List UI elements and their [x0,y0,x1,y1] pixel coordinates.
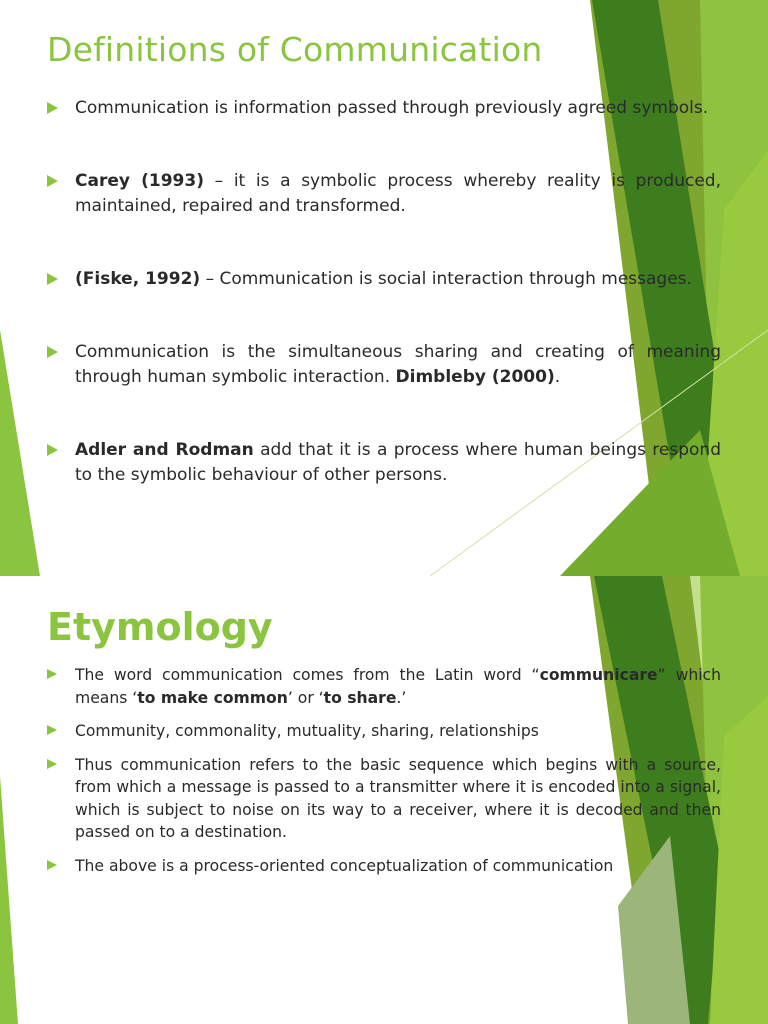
item-text: – Communication is social interaction through messages. [200,269,692,289]
meaning-share: to share [323,688,397,707]
item-bold: Adler and Rodman [75,440,254,460]
item-text: The above is a process-oriented conceptualization of communication [75,856,614,875]
item-text: – it is a symbolic process whereby reality is produced, maintained, repaired and transformed. [75,171,721,216]
item-text-end: . [554,367,561,387]
item-text: ’ or ‘ [287,688,324,707]
item-text: add that it is a process where human beings respond to the symbolic behaviour of other persons. [75,440,721,485]
triangle-bullet-icon [47,669,57,679]
list-item [47,267,721,292]
etymology-list [47,664,721,888]
triangle-bullet-icon [47,860,57,870]
definitions-list [47,96,721,536]
item-text: ” which means ‘ [75,666,721,707]
list-item [47,855,721,878]
item-text: .’ [396,688,407,707]
list-item [47,340,721,390]
list-item [47,720,721,743]
item-text: Thus communication refers to the basic sequence which begins with a source, from which a message is passed to a transmitter where it is encoded into a signal, which is subject to noise on its way to a receiver, where it is decoded and then passed on to a destination. [75,755,721,841]
green-shard-left [0,330,40,576]
item-text: Communication is the simultaneous sharing and creating of meaning through human symbolic interaction. [75,342,721,387]
triangle-bullet-icon [47,444,58,456]
triangle-bullet-icon [47,759,57,769]
item-text: The word communication comes from the Latin word “ [75,666,540,684]
item-bold: Carey (1993) [75,171,204,191]
slide-title: Definitions of Communication [47,30,543,69]
list-item [47,169,721,219]
list-item [47,664,721,709]
list-item [47,96,721,121]
triangle-bullet-icon [47,725,57,735]
triangle-bullet-icon [47,273,58,285]
item-text: Communication is information passed through previously agreed symbols. [75,98,709,118]
item-bold: Dimbleby (2000) [395,367,555,387]
list-item [47,754,721,844]
latin-word: communicare [539,666,658,684]
slide-title-etymology: Etymology [47,605,273,649]
item-text: Community, commonality, mutuality, sharing, relationships [75,722,539,740]
list-item [47,438,721,488]
triangle-bullet-icon [47,175,58,187]
triangle-bullet-icon [47,346,58,358]
triangle-bullet-icon [47,102,58,114]
meaning-make-common: to make common [137,688,288,707]
item-bold: (Fiske, 1992) [75,269,201,289]
green-shard-left [0,776,18,1024]
